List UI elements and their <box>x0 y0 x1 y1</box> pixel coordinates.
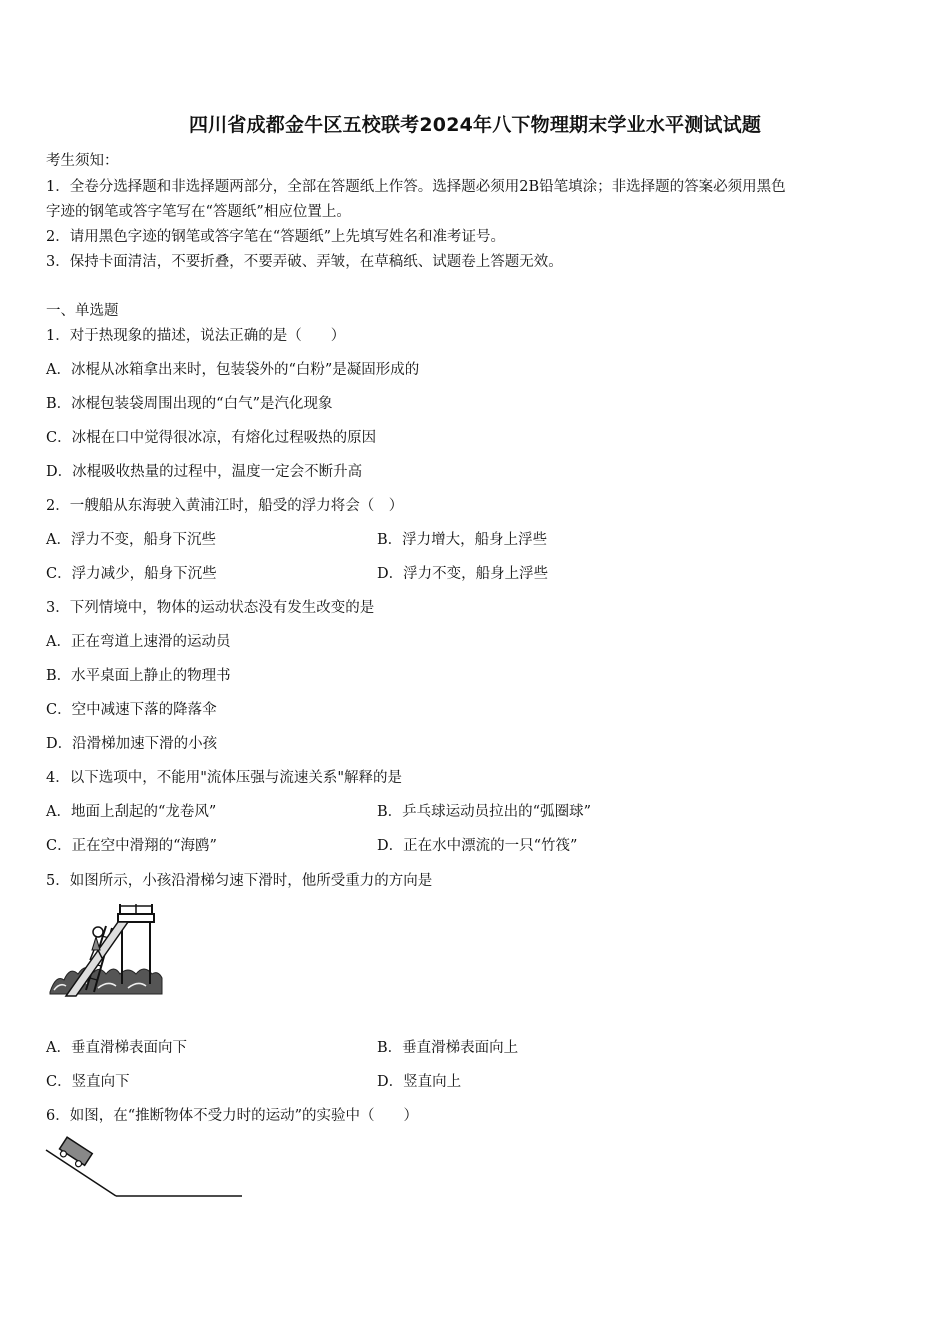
notice-item-2: 2．请用黑色字迹的钢笔或答字笔在“答题纸”上先填写姓名和准考证号。 <box>46 229 506 245</box>
slide-figure <box>46 904 166 998</box>
q1-option-b: B．冰棍包装袋周围出现的“白气”是汽化现象 <box>46 396 333 412</box>
q5-option-a: A．垂直滑梯表面向下 <box>46 1040 187 1056</box>
page-title: 四川省成都金牛区五校联考2024年八下物理期末学业水平测试试题 <box>188 114 762 136</box>
section-heading: 一、单选题 <box>46 303 119 319</box>
q4-option-a: A．地面上刮起的“龙卷风” <box>46 804 217 820</box>
q1-option-a: A．冰棍从冰箱拿出来时，包装袋外的“白粉”是凝固形成的 <box>46 362 420 378</box>
q2-option-b: B．浮力增大，船身上浮些 <box>377 532 548 548</box>
q3-option-c: C．空中减速下落的降落伞 <box>46 702 217 718</box>
q1-option-c: C．冰棍在口中觉得很冰凉，有熔化过程吸热的原因 <box>46 430 377 446</box>
q4-option-b: B．乒乓球运动员拉出的“弧圈球” <box>377 804 591 820</box>
q3-stem: 3．下列情境中，物体的运动状态没有发生改变的是 <box>46 600 375 616</box>
q4-stem: 4．以下选项中，不能用"流体压强与流速关系"解释的是 <box>46 770 403 786</box>
q2-stem: 2．一艘船从东海驶入黄浦江时，船受的浮力将会（ ） <box>46 498 404 514</box>
q3-option-a: A．正在弯道上速滑的运动员 <box>46 634 231 650</box>
q1-option-d: D．冰棍吸收热量的过程中，温度一定会不断升高 <box>46 464 363 480</box>
notice-item-1: 1．全卷分选择题和非选择题两部分，全部在答题纸上作答。选择题必须用2B铅笔填涂；非选择题的答案必须用黑色 <box>46 179 786 195</box>
q2-option-a: A．浮力不变，船身下沉些 <box>46 532 216 548</box>
q6-stem: 6．如图，在“推断物体不受力时的运动”的实验中（ ） <box>46 1108 419 1124</box>
notice-item-3: 3．保持卡面清洁，不要折叠，不要弄破、弄皱，在草稿纸、试题卷上答题无效。 <box>46 254 563 270</box>
q3-option-b: B．水平桌面上静止的物理书 <box>46 668 231 684</box>
q5-option-c: C．竖直向下 <box>46 1074 130 1090</box>
q5-option-d: D．竖直向上 <box>377 1074 462 1090</box>
q3-option-d: D．沿滑梯加速下滑的小孩 <box>46 736 218 752</box>
notice-heading: 考生须知： <box>46 153 119 169</box>
q4-option-d: D．正在水中漂流的一只“竹筏” <box>377 838 578 854</box>
notice-item-1-cont: 字迹的钢笔或答字笔写在“答题纸”相应位置上。 <box>46 204 351 220</box>
q5-stem: 5．如图所示，小孩沿滑梯匀速下滑时，他所受重力的方向是 <box>46 873 433 889</box>
q2-option-d: D．浮力不变，船身上浮些 <box>377 566 549 582</box>
q1-stem: 1．对于热现象的描述，说法正确的是（ ） <box>46 328 346 344</box>
q5-option-b: B．垂直滑梯表面向上 <box>377 1040 519 1056</box>
q4-option-c: C．正在空中滑翔的“海鸥” <box>46 838 217 854</box>
incline-figure <box>44 1136 246 1202</box>
q2-option-c: C．浮力减少，船身下沉些 <box>46 566 217 582</box>
